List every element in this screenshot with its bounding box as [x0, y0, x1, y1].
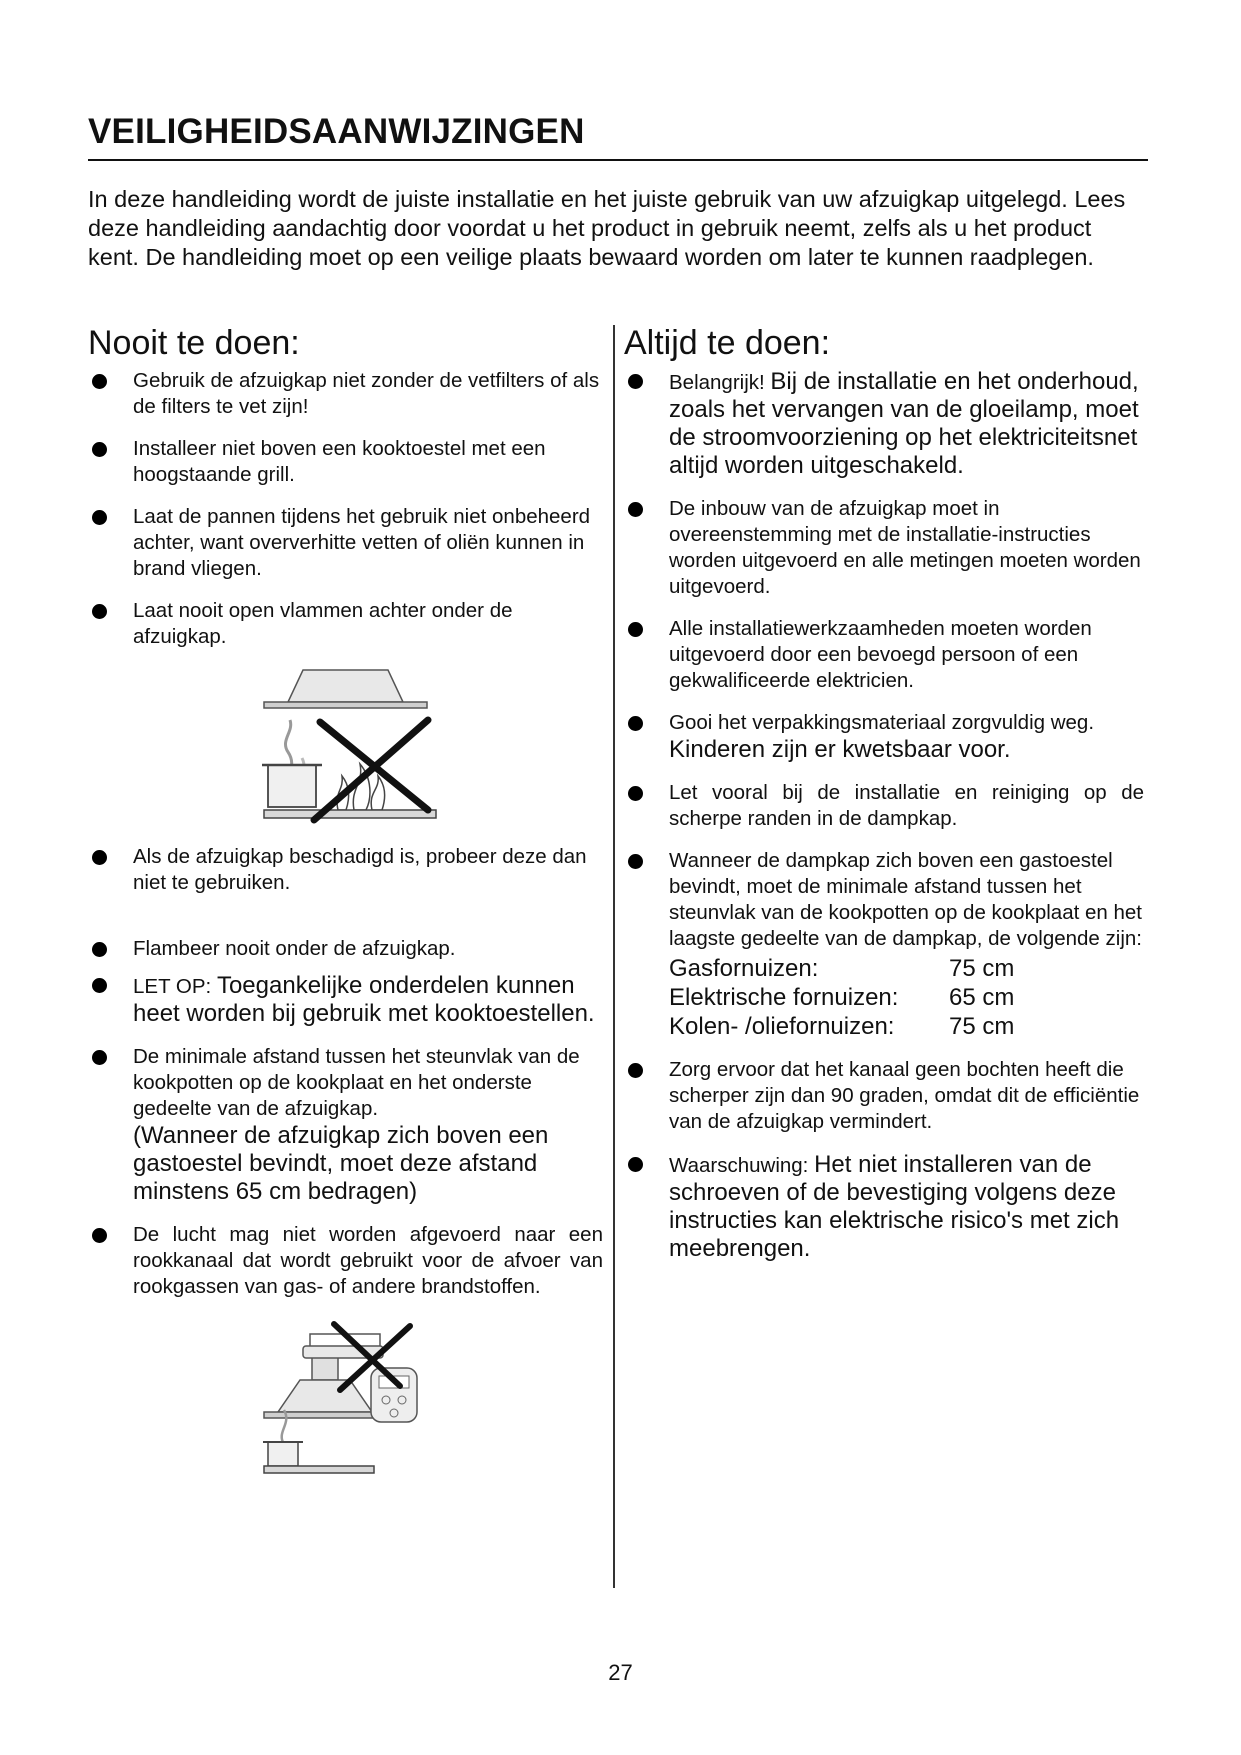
title-underline	[88, 159, 1148, 161]
list-item	[88, 844, 603, 896]
item-text: De lucht mag niet worden afgevoerd naar een rookkanaal dat wordt gebruikt voor de afvoer van rookgassen van gas- of andere brandstoffen.	[133, 1223, 603, 1298]
hood-icon	[288, 670, 403, 702]
pot-icon	[268, 1442, 298, 1466]
bullet-icon	[628, 1063, 643, 1078]
list-item	[88, 504, 603, 582]
bullet-icon	[92, 374, 107, 389]
list-item	[88, 1222, 603, 1300]
packaging-note: Kinderen zijn er kwetsbaar voor.	[669, 736, 1011, 763]
item-text: Zorg ervoor dat het kanaal geen bochten heeft die scherper zijn dan 90 graden, omdat dit de efficiëntie van de afzuigkap vermindert.	[669, 1058, 1140, 1133]
pot-icon	[268, 765, 316, 807]
list-item	[624, 368, 1144, 480]
stove-icon	[264, 810, 436, 818]
item-text: Laat nooit open vlammen achter onder de afzuigkap.	[133, 599, 513, 648]
bullet-icon	[92, 850, 107, 865]
item-text: Installeer niet boven een kooktoestel met een hoogstaande grill.	[133, 437, 546, 486]
list-item	[88, 972, 603, 1028]
min-distance-text: De minimale afstand tussen het steunvlak van de kookpotten op de kookplaat en het onderste gedeelte van de afzuigkap.	[133, 1045, 580, 1120]
list-item	[624, 1057, 1144, 1135]
warning-text: Het niet installeren van de schroeven of de bevestiging volgens deze instructies kan elektrische risico's met zich meebrengen.	[669, 1151, 1120, 1262]
bullet-icon	[628, 1157, 643, 1172]
bullet-icon	[628, 622, 643, 637]
bullet-icon	[92, 510, 107, 525]
item-text: Laat de pannen tijdens het gebruik niet onbeheerd achter, want oververhitte vetten of oliën kunnen in brand vliegen.	[133, 505, 591, 580]
always-heading: Altijd te doen:	[624, 324, 831, 362]
distance-value: 75 cm	[949, 1013, 1015, 1040]
distance-value: 65 cm	[949, 984, 1015, 1011]
page-title: VEILIGHEIDSAANWIJZINGEN	[88, 112, 585, 151]
list-item	[624, 616, 1144, 694]
item-text: Als de afzuigkap beschadigd is, probeer deze dan niet te gebruiken.	[133, 845, 587, 894]
distance-label: Gasfornuizen:	[669, 955, 819, 982]
bullet-icon	[628, 374, 643, 389]
list-item	[88, 436, 603, 488]
item-text: Let vooral bij de installatie en reiniging op de scherpe randen in de dampkap.	[669, 781, 1144, 830]
list-item	[88, 936, 603, 962]
item-text: Gebruik de afzuigkap niet zonder de vetfilters of als de filters te vet zijn!	[133, 369, 600, 418]
list-item	[624, 780, 1144, 832]
no-open-flames-illustration	[88, 660, 603, 830]
list-item	[624, 710, 1144, 764]
list-item	[624, 848, 1144, 1041]
distance-table	[669, 954, 1144, 1041]
warning-prefix: Waarschuwing:	[669, 1154, 809, 1177]
intro-paragraph: In deze handleiding wordt de juiste installatie en het juiste gebruik van uw afzuigkap uitgelegd. Lees deze handleiding aandachtig door voordat u het product in gebruik neemt, zelfs als u het product kent. De handleiding moet op een veilige plaats bewaard worden om later te kunnen raadplegen.	[88, 186, 1126, 270]
distance-label: Elektrische fornuizen:	[669, 984, 899, 1011]
distance-label: Kolen- /oliefornuizen:	[669, 1013, 895, 1040]
always-column	[624, 322, 1144, 1279]
always-list	[624, 368, 1144, 1263]
list-item	[624, 496, 1144, 600]
bullet-icon	[628, 786, 643, 801]
bullet-icon	[628, 854, 643, 869]
list-item	[88, 368, 603, 420]
bullet-icon	[628, 502, 643, 517]
bullet-icon	[92, 1050, 107, 1065]
hood-icon	[278, 1380, 372, 1412]
list-item	[624, 1151, 1144, 1263]
important-prefix: Belangrijk!	[669, 371, 765, 394]
gas-intro-text: Wanneer de dampkap zich boven een gastoestel bevindt, moet de minimale afstand tussen het steunvlak van de kookpotten op de kookplaat en het laagste gedeelte van de dampkap, de volgende zijn:	[669, 849, 1142, 950]
bullet-icon	[92, 442, 107, 457]
bullet-icon	[92, 1228, 107, 1243]
item-text: Alle installatiewerkzaamheden moeten worden uitgevoerd door een bevoegd persoon of een gekwalificeerde elektricien.	[669, 617, 1092, 692]
letop-prefix: LET OP:	[133, 975, 212, 998]
min-distance-note: (Wanneer de afzuigkap zich boven een gastoestel bevindt, moet deze afstand minstens 65 cm bedragen)	[133, 1122, 549, 1205]
column-divider	[613, 325, 615, 1588]
list-item	[88, 1044, 603, 1206]
letop-text: Toegankelijke onderdelen kunnen heet worden bij gebruik met kooktoestellen.	[133, 972, 595, 1027]
bullet-icon	[92, 942, 107, 957]
never-list-continued	[88, 844, 603, 1300]
stove-icon	[264, 1466, 374, 1473]
no-flue-exhaust-illustration	[88, 1316, 603, 1481]
item-text: De inbouw van de afzuigkap moet in overeenstemming met de installatie-instructies worden uitgevoerd en alle metingen moeten worden uitgevoerd.	[669, 497, 1141, 598]
bullet-icon	[92, 604, 107, 619]
packaging-text: Gooi het verpakkingsmateriaal zorgvuldig weg.	[669, 711, 1095, 734]
never-column	[88, 322, 603, 1481]
distance-value: 75 cm	[949, 955, 1015, 982]
bullet-icon	[628, 716, 643, 731]
page-number: 27	[608, 1660, 633, 1685]
never-list	[88, 368, 603, 650]
list-item	[88, 598, 603, 650]
important-text: Bij de installatie en het onderhoud, zoals het vervangen van de gloeilamp, moet de stroomvoorziening op het elektriciteitsnet altijd worden uitgeschakeld.	[669, 368, 1139, 479]
bullet-icon	[92, 978, 107, 993]
item-text: Flambeer nooit onder de afzuigkap.	[133, 937, 456, 960]
never-heading: Nooit te doen:	[88, 324, 300, 362]
